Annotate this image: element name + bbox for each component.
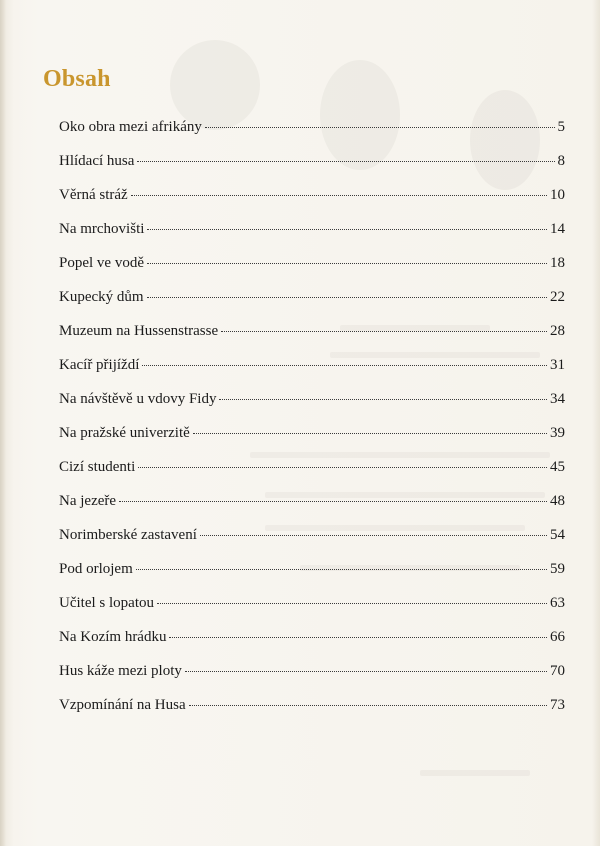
toc-entry-page: 39 [550,425,565,441]
toc-entry-title: Na Kozím hrádku [59,629,167,645]
toc-dot-leader [219,399,547,400]
toc-entry-title: Hlídací husa [59,153,135,169]
toc-entry-title: Na jezeře [59,493,117,509]
toc-entry [59,459,565,493]
toc-entry-page: 45 [550,459,565,475]
toc-entry-title: Popel ve vodě [59,255,144,271]
toc-entry-page: 63 [550,595,565,611]
show-through-illustration [170,40,260,130]
toc-entry [59,357,565,391]
toc-dot-leader [147,263,547,264]
toc-entry [59,119,565,153]
toc-entry-page: 59 [550,561,565,577]
toc-entry-title: Pod orlojem [59,561,133,577]
toc-dot-leader [205,127,555,128]
toc-dot-leader [200,535,547,536]
toc-entry [59,561,565,595]
toc-entry [59,323,565,357]
toc-dot-leader [221,331,547,332]
toc-entry [59,527,565,561]
toc-dot-leader [189,705,547,706]
toc-dot-leader [157,603,547,604]
toc-entry-page: 54 [550,527,565,543]
toc-entry [59,255,565,289]
toc-entry-title: Vzpomínání na Husa [59,697,186,713]
toc-entry [59,221,565,255]
toc-entry-page: 34 [550,391,565,407]
toc-dot-leader [147,229,547,230]
toc-entry-page: 18 [550,255,565,271]
page-binding-shadow [0,0,6,846]
toc-dot-leader [138,467,547,468]
toc-entry-title: Oko obra mezi afrikány [59,119,202,135]
toc-entry-page: 22 [550,289,565,305]
toc-entry-title: Muzeum na Hussenstrasse [59,323,219,339]
toc-entry-title: Na pražské univerzitě [59,425,190,441]
toc-entry [59,629,565,663]
table-of-contents [59,119,565,731]
toc-entry-page: 70 [550,663,565,679]
toc-dot-leader [137,161,554,162]
toc-dot-leader [185,671,547,672]
toc-entry [59,425,565,459]
toc-entry-title: Kacíř přijíždí [59,357,140,373]
toc-dot-leader [193,433,547,434]
toc-entry-title: Norimberské zastavení [59,527,197,543]
toc-entry-page: 48 [550,493,565,509]
toc-entry-title: Věrná stráž [59,187,128,203]
toc-entry [59,663,565,697]
toc-entry-page: 31 [550,357,565,373]
toc-entry [59,153,565,187]
toc-entry [59,289,565,323]
toc-entry-title: Učitel s lopatou [59,595,154,611]
toc-entry-page: 73 [550,697,565,713]
toc-entry-page: 66 [550,629,565,645]
toc-entry-title: Na mrchovišti [59,221,145,237]
toc-entry-title: Na návštěvě u vdovy Fidy [59,391,217,407]
toc-entry-page: 28 [550,323,565,339]
toc-dot-leader [131,195,547,196]
toc-dot-leader [119,501,547,502]
toc-entry [59,187,565,221]
toc-entry-page: 10 [550,187,565,203]
toc-dot-leader [142,365,547,366]
toc-entry [59,697,565,731]
toc-dot-leader [147,297,547,298]
toc-entry-title: Cizí studenti [59,459,136,475]
toc-entry-title: Kupecký dům [59,289,144,305]
toc-dot-leader [136,569,547,570]
toc-entry-page: 8 [557,153,565,169]
toc-entry [59,391,565,425]
toc-entry [59,493,565,527]
toc-entry-page: 5 [557,119,565,135]
toc-entry-page: 14 [550,221,565,237]
show-through-text [420,770,530,776]
toc-entry [59,595,565,629]
toc-dot-leader [169,637,547,638]
page-edge-shadow [592,0,600,846]
toc-entry-title: Hus káže mezi ploty [59,663,182,679]
contents-heading: Obsah [43,66,111,92]
